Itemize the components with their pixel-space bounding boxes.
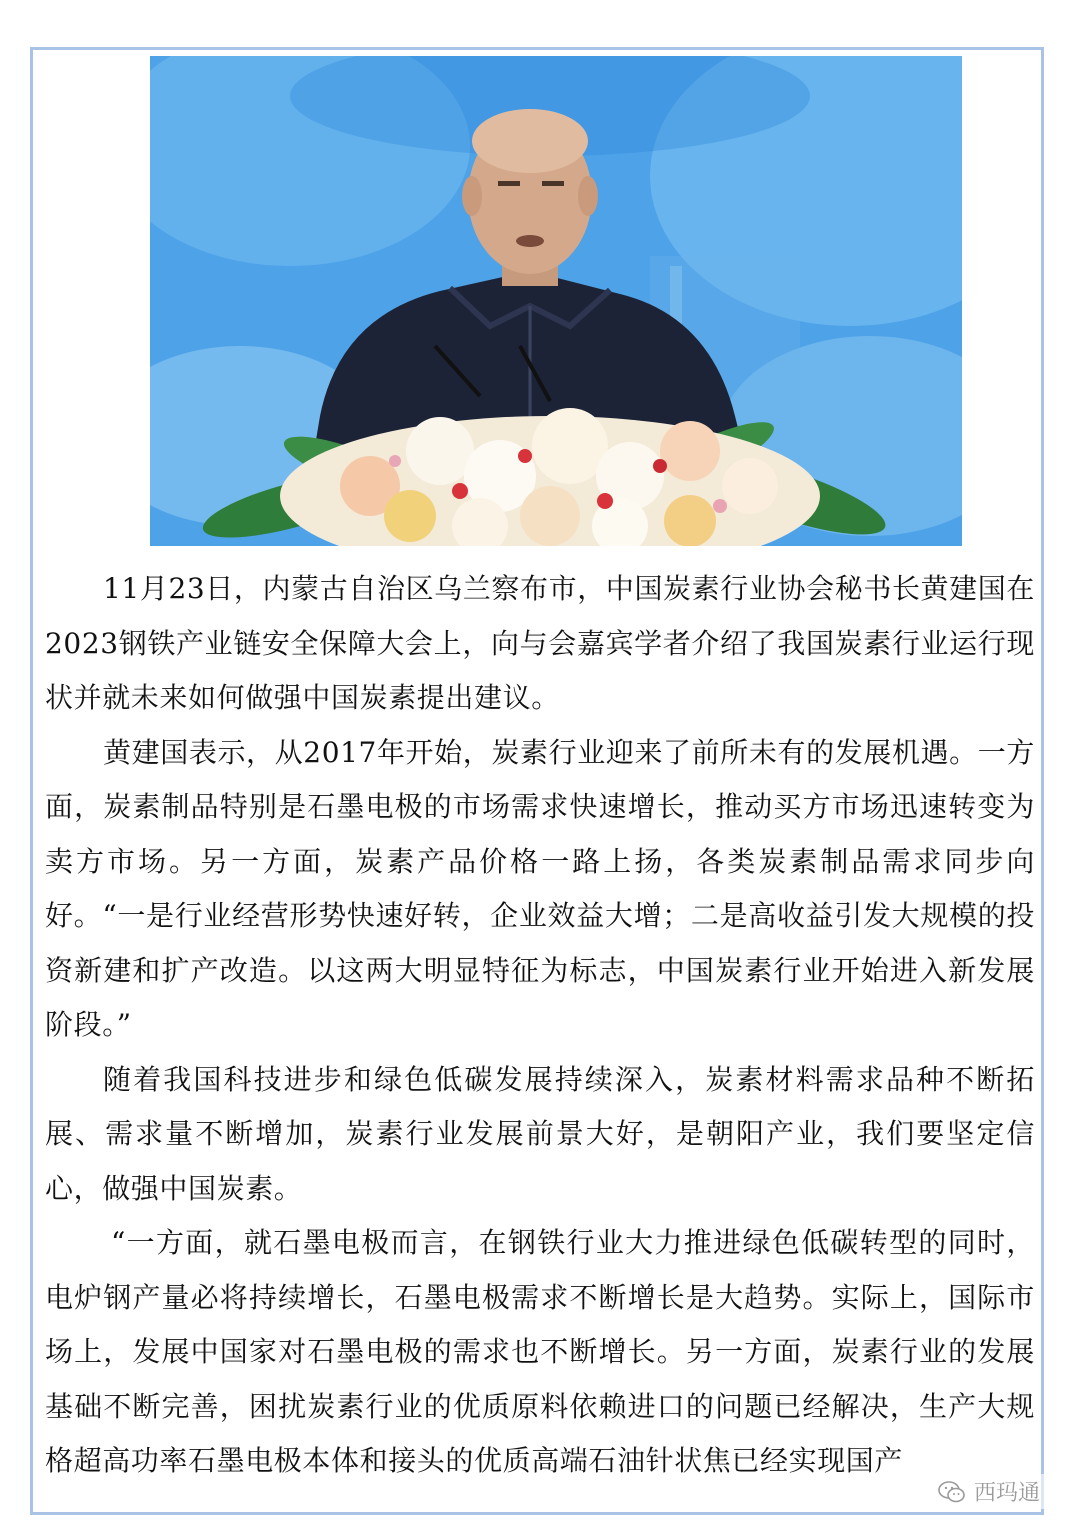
article-body <box>45 562 1035 1489</box>
paragraph-4: “一方面，就石墨电极而言，在钢铁行业大力推进绿色低碳转型的同时，电炉钢产量必将持续增长，石墨电极需求不断增长是大趋势。实际上，国际市场上，发展中国家对石墨电极的需求也不断增长。另一方面，炭素行业的发展基础不断完善，困扰炭素行业的优质原料依赖进口的问题已经解决，生产大规格超高功率石墨电极本体和接头的优质高端石油针状焦已经实现国产 <box>45 1226 1035 1477</box>
paragraph-3: 随着我国科技进步和绿色低碳发展持续深入，炭素材料需求品种不断拓展、需求量不断增加，炭素行业发展前景大好，是朝阳产业，我们要坚定信心，做强中国炭素。 <box>45 1062 1035 1205</box>
watermark-label: 西玛通 <box>973 1481 1040 1506</box>
paragraph-2: 黄建国表示，从2017年开始，炭素行业迎来了前所未有的发展机遇。一方面，炭素制品特别是石墨电极的市场需求快速增长，推动买方市场迅速转变为卖方市场。另一方面，炭素产品价格一路上扬，各类炭素制品需求同步向好。“一是行业经营形势快速好转，企业效益大增；二是高收益引发大规模的投资新建和扩产改造。以这两大明显特征为标志，中国炭素行业开始进入新发展阶段。” <box>45 735 1035 1041</box>
paragraph-1: 11月23日，内蒙古自治区乌兰察布市，中国炭素行业协会秘书长黄建国在2023钢铁产业链安全保障大会上，向与会嘉宾学者介绍了我国炭素行业运行现状并就未来如何做强中国炭素提出建议。 <box>45 572 1035 714</box>
wechat-icon <box>938 1480 966 1504</box>
source-watermark <box>934 1474 1044 1509</box>
speaker-photo <box>150 56 962 546</box>
